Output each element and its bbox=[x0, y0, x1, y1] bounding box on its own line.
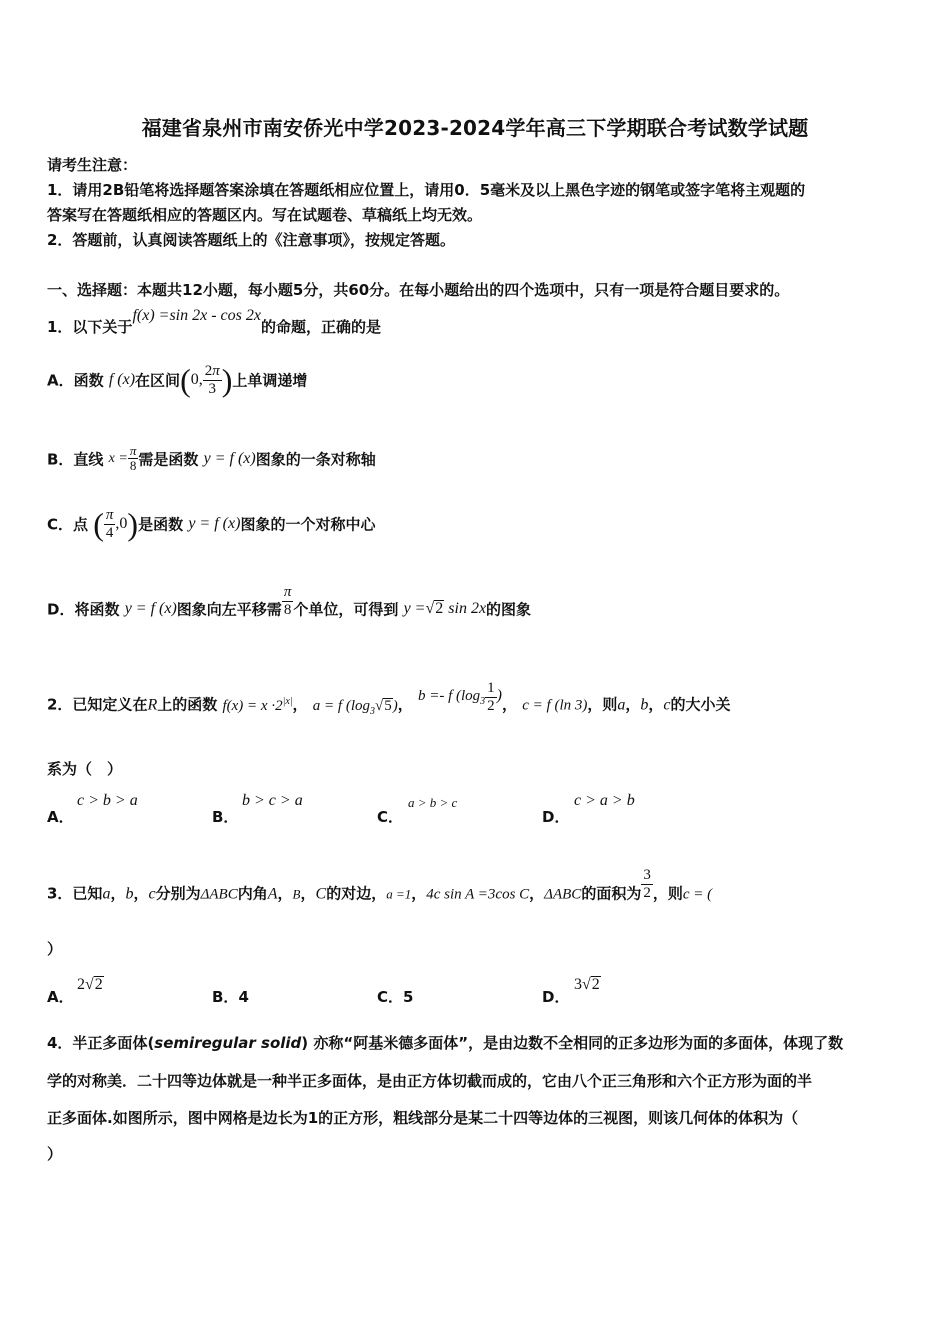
q3-cond2: 4c sin A =3cos C bbox=[426, 886, 530, 903]
q2-option-a-expr: c > b > a bbox=[77, 792, 138, 809]
q4-line4: ） bbox=[47, 1145, 63, 1163]
q2-option-b-label: B． bbox=[212, 808, 239, 826]
q2-b-frac: $\frac{1}{2}$ bbox=[487, 680, 495, 714]
q2-comma2: ， bbox=[397, 695, 413, 714]
q3-option-a-label: A． bbox=[47, 988, 74, 1006]
q3-mid4: 的面积为 bbox=[581, 884, 642, 903]
q1-a-paren-close: ) bbox=[221, 362, 233, 398]
section-heading: 一、选择题：本题共12小题，每小题5分，共60分。在每小题给出的四个选项中，只有一项是符合题目要求的。 bbox=[47, 281, 790, 299]
q1-d-label: D．将函数 bbox=[47, 600, 120, 619]
q1-suffix: 的命题，正确的是 bbox=[260, 318, 381, 336]
q2-mid1: 上的函数 bbox=[157, 695, 218, 714]
q1-function: f(x) =sin 2x - cos 2x bbox=[132, 307, 261, 324]
q1-option-d bbox=[47, 584, 532, 626]
q1-d-result: y =√2 sin 2x bbox=[403, 600, 487, 617]
q1-d-func: y = f (x) bbox=[124, 600, 177, 617]
q2-abc: a bbox=[617, 696, 626, 714]
q3-option-d-label: D． bbox=[542, 988, 570, 1006]
q1-a-zero: 0, bbox=[190, 371, 203, 388]
q4-line1: 4．半正多面体(semiregular solid) 亦称“阿基米德多面体”，是由边数不全相同的正多边形为面的多面体，体现了数 bbox=[47, 1034, 844, 1052]
q3-a: a bbox=[102, 885, 111, 903]
q3-frac: $\frac{3}{2}$ bbox=[643, 867, 651, 901]
q3-cond1: a =1 bbox=[386, 886, 412, 902]
notice-line-1b: 答案写在答题纸相应的答题区内。写在试题卷、草稿纸上均无效。 bbox=[47, 206, 483, 224]
q2-comma3: ， bbox=[502, 695, 518, 714]
q1-c-label: C．点 bbox=[47, 515, 89, 534]
q3-mid2: 内角 bbox=[237, 884, 268, 903]
page-title: 福建省泉州市南安侨光中学2023-2024学年高三下学期联合考试数学试题 bbox=[141, 116, 809, 140]
q3-tri1: ΔABC bbox=[200, 886, 238, 903]
q4-line3: 正多面体.如图所示，图中网格是边长为1的正方形，粗线部分是某二十四等边体的三视图，则该几何体的体积为（ bbox=[47, 1109, 799, 1127]
q1-c-zero: ,0 bbox=[115, 515, 128, 532]
q2-a-def: a = f $(\log_3√5)$ bbox=[312, 697, 398, 717]
q2-R: R bbox=[147, 696, 158, 714]
q3-tri2: ΔABC bbox=[544, 886, 582, 903]
q1-b-frac: $\frac{\pi}{8}$ bbox=[129, 443, 137, 474]
q2-option-c-expr: a > b > c bbox=[408, 795, 458, 810]
q1-a-label: A．函数 bbox=[47, 371, 104, 390]
q1-d-frac: $\frac{\pi}{8}$ bbox=[283, 584, 292, 618]
q2-c-def: c = f (ln 3) bbox=[522, 697, 588, 714]
q3-line2: ） bbox=[47, 940, 63, 958]
q1-c-paren-open: ( bbox=[93, 506, 104, 542]
q4-italic-term: semiregular solid bbox=[154, 1034, 302, 1052]
q2-option-d-expr: c > a > b bbox=[574, 792, 635, 809]
q3-end2: c = ( bbox=[682, 886, 713, 903]
q1-a-fx: f (x) bbox=[108, 371, 136, 388]
q3-mid1: 分别为 bbox=[155, 884, 201, 903]
q3-prefix: 3．已知 bbox=[47, 884, 103, 903]
q3-option-d-expr: 3√2 bbox=[574, 976, 600, 993]
q2-tail: 的大小关 bbox=[670, 695, 731, 714]
q3-option-b-label: B．4 bbox=[212, 988, 249, 1006]
q3-option-a-expr: 2√2 bbox=[77, 976, 103, 993]
q1-a-paren-open: ( bbox=[180, 362, 191, 398]
q1-prefix: 1．以下关于 bbox=[47, 318, 133, 336]
q2-option-c-label: C． bbox=[377, 808, 404, 826]
q1-b-mid: 需是函数 bbox=[138, 450, 199, 469]
q1-c-paren-close: ) bbox=[127, 506, 139, 542]
q2-line2: 系为（ ） bbox=[47, 760, 123, 778]
q1-option-c bbox=[47, 507, 375, 541]
q2-stem: 2．已知定义在R上的函数 $f(x) = x \cdot 2^{|x|}$， a = f $(\log_3√5)$， b =- f ($\log_3$ $\frac{1}{2}$ )， c = f (ln 3)，则a，b，c的大小关 bbox=[47, 680, 731, 717]
q1-stem bbox=[47, 307, 381, 337]
q1-option-b bbox=[47, 444, 376, 474]
q1-b-x: x = bbox=[108, 450, 128, 466]
q3-option-c-label: C．5 bbox=[377, 988, 414, 1006]
q2-func: $f(x) = x \cdot 2^{|x|}$ bbox=[222, 695, 293, 714]
q1-a-end: 上单调递增 bbox=[232, 371, 308, 390]
q1-d-end: 的图象 bbox=[486, 600, 532, 619]
q1-b-label: B．直线 bbox=[47, 450, 104, 469]
q2-option-a-label: A． bbox=[47, 808, 74, 826]
q1-c-func: y = f (x) bbox=[188, 515, 241, 532]
q2-b-close: ) bbox=[496, 686, 502, 704]
q1-b-func: y = f (x) bbox=[203, 449, 256, 467]
notice-heading: 请考生注意： bbox=[47, 156, 138, 174]
q4-line2: 学的对称美．二十四等边体就是一种半正多面体，是由正方体切截而成的，它由八个正三角形和六个正方形为面的半 bbox=[47, 1072, 813, 1090]
q1-b-end: 图象的一条对称轴 bbox=[255, 450, 376, 469]
q1-a-mid: 在区间 bbox=[135, 371, 181, 390]
q3-end: ，则 bbox=[652, 884, 683, 903]
q1-c-mid: 是函数 bbox=[138, 515, 184, 534]
q2-then: ，则 bbox=[587, 695, 618, 714]
q1-d-mid2: 个单位，可得到 bbox=[293, 600, 399, 619]
q1-d-mid: 图象向左平移需 bbox=[176, 600, 282, 619]
q1-option-a bbox=[47, 363, 307, 397]
q1-c-frac: $\frac{\pi}{4}$ bbox=[105, 507, 114, 541]
notice-line-2: 2．答题前，认真阅读答题纸上的《注意事项》，按规定答题。 bbox=[47, 231, 455, 249]
q3-stem: 3．已知a，b，c分别为ΔABC内角A，B，C的对边，a =1，4c sin A =3cos C，ΔABC的面积为 $\frac{3}{2}$ ，则c = ( bbox=[47, 867, 713, 903]
q2-comma1: ， bbox=[292, 695, 308, 714]
q2-b-def: b =- f ($\log_3$ bbox=[417, 687, 486, 707]
q1-c-end: 图象的一个对称中心 bbox=[240, 515, 376, 534]
q2-option-b-expr: b > c > a bbox=[242, 792, 303, 809]
q2-option-d-label: D． bbox=[542, 808, 570, 826]
q2-prefix: 2．已知定义在 bbox=[47, 695, 148, 714]
notice-line-1: 1．请用2B铅笔将选择题答案涂填在答题纸相应位置上，请用0．5毫米及以上黑色字迹的钢笔或签字笔将主观题的 bbox=[47, 181, 806, 199]
q3-mid3: 的对边， bbox=[326, 884, 387, 903]
q1-a-frac: $\frac{2\pi}{3}$ bbox=[204, 363, 220, 397]
